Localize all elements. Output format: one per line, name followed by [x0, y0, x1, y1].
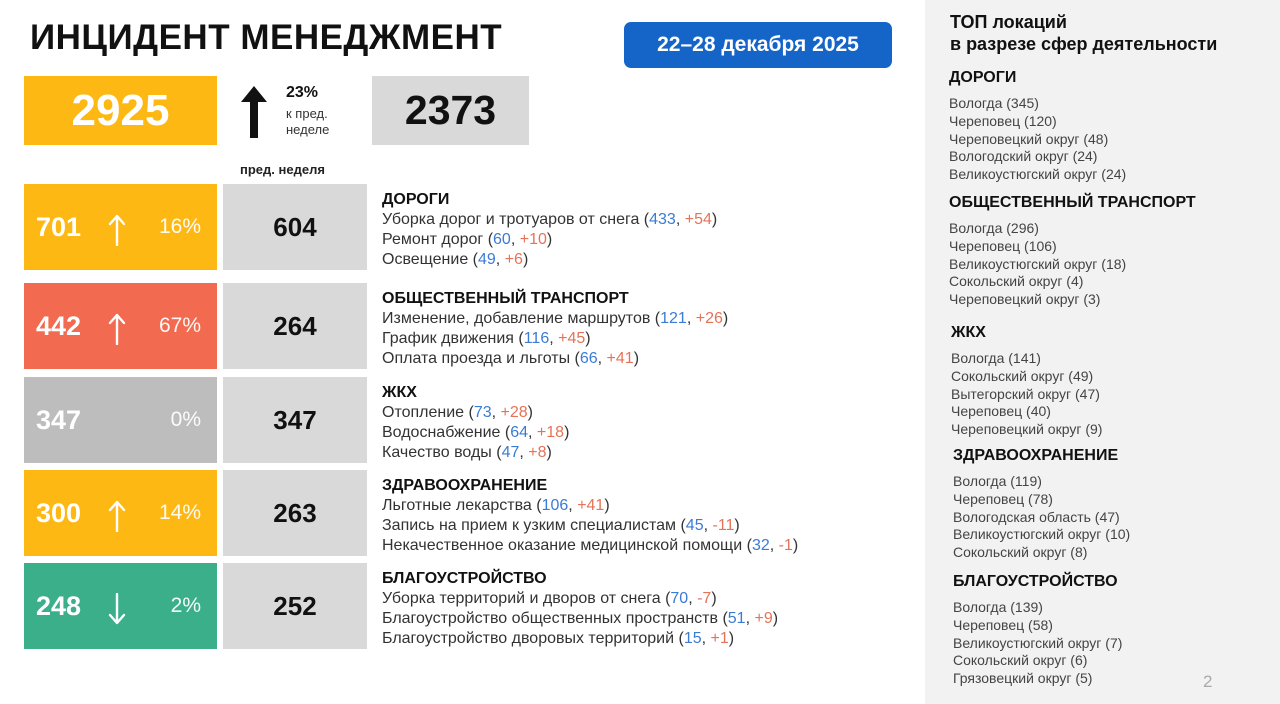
subitem-label: Некачественное оказание медицинской помощи: [382, 537, 743, 554]
subitem-delta: +6: [504, 251, 523, 268]
subitem-count: 45: [685, 517, 704, 534]
location-item: Вологодская область (47): [953, 508, 1120, 525]
subitem-count: 73: [473, 404, 492, 421]
category-count: 442: [36, 310, 82, 341]
subitem-label: Отопление: [382, 404, 465, 421]
subitem-delta: +26: [695, 310, 723, 327]
change-note: к пред. неделе: [286, 106, 330, 137]
category-prev-week-count: 252: [223, 563, 367, 649]
total-incidents-box: 2925: [24, 76, 217, 145]
category-subitem: Оплата проезда и льготы (66, +41): [382, 350, 640, 367]
category-count: 347: [36, 404, 82, 435]
category-count: 701: [36, 211, 82, 242]
subitem-count: 116: [523, 330, 550, 347]
category-prev-week-count: 264: [223, 283, 367, 369]
location-item: Череповецкий округ (3): [949, 291, 1101, 308]
page-number: 2: [1203, 672, 1213, 691]
location-item: Вологда (296): [949, 220, 1039, 236]
location-item: Сокольский округ (4): [949, 273, 1084, 290]
top-locations-title: [950, 11, 1217, 55]
top-locations-section: [953, 446, 1130, 562]
category-row: [24, 563, 924, 649]
location-item: Череповец (106): [949, 237, 1057, 254]
category-change-percent: 16%: [158, 215, 201, 238]
date-range-badge: 22–28 декабря 2025: [624, 22, 892, 68]
top-locations-section: [953, 572, 1122, 688]
section-heading: ОБЩЕСТВЕННЫЙ ТРАНСПОРТ: [949, 194, 1196, 211]
subitem-label: Благоустройство дворовых территорий: [382, 630, 675, 647]
location-item: Череповец (58): [953, 616, 1053, 633]
subitem-delta: +28: [500, 404, 528, 421]
category-name: ЗДРАВООХРАНЕНИЕ: [382, 477, 548, 494]
subitem-label: Освещение: [382, 251, 469, 268]
location-item: Вытегорский округ (47): [951, 385, 1100, 402]
location-item: Череповецкий округ (9): [951, 421, 1103, 438]
subitem-label: Водоснабжение: [382, 424, 501, 441]
category-name: БЛАГОУСТРОЙСТВО: [382, 570, 547, 587]
subitem-count: 47: [501, 444, 520, 461]
category-change-percent: 2%: [170, 594, 201, 617]
top-locations-title-line2: в разрезе сфер деятельности: [950, 34, 1218, 54]
subitem-delta: +41: [577, 497, 605, 514]
arrow-down-icon: [108, 593, 126, 625]
subitem-delta: +1: [710, 630, 729, 647]
category-subitem: Изменение, добавление маршрутов (121, +26): [382, 310, 729, 327]
category-row: [24, 283, 924, 369]
subitem-count: 15: [683, 630, 702, 647]
category-subitem: Качество воды (47, +8): [382, 444, 552, 461]
arrow-up-icon: [108, 214, 126, 246]
prev-week-label: пред. неделя: [240, 162, 325, 177]
category-prev-week-count: 604: [223, 184, 367, 270]
top-locations-panel: [925, 0, 1280, 704]
subitem-label: Уборка дорог и тротуаров от снега: [382, 211, 640, 228]
subitem-label: Ремонт дорог: [382, 231, 484, 248]
section-heading: ЖКХ: [951, 324, 986, 341]
subitem-delta: +8: [528, 444, 547, 461]
category-details: [382, 569, 778, 649]
section-heading: ДОРОГИ: [949, 69, 1017, 86]
category-subitem: Уборка территорий и дворов от снега (70, -7): [382, 590, 717, 607]
subitem-count: 51: [727, 610, 746, 627]
top-locations-section: [949, 68, 1126, 184]
subitem-count: 433: [649, 211, 676, 228]
subitem-count: 121: [660, 310, 687, 327]
prev-total-box: 2373: [372, 76, 529, 145]
location-item: Череповецкий округ (48): [949, 130, 1109, 147]
category-subitem: Водоснабжение (64, +18): [382, 424, 570, 441]
location-item: Вологда (139): [953, 599, 1043, 615]
subitem-count: 32: [751, 537, 770, 554]
category-name: ДОРОГИ: [382, 191, 450, 208]
subitem-label: Льготные лекарства: [382, 497, 532, 514]
subitem-label: Оплата проезда и льготы: [382, 350, 571, 367]
category-subitem: Уборка дорог и тротуаров от снега (433, +54): [382, 211, 718, 228]
category-details: [382, 289, 728, 369]
location-item: Череповец (120): [949, 112, 1057, 129]
category-subitem: Льготные лекарства (106, +41): [382, 497, 610, 514]
top-locations-title-line1: ТОП локаций: [950, 12, 1067, 32]
category-count-box: [24, 563, 217, 649]
category-subitem: Запись на прием к узким специалистам (45, -11): [382, 517, 740, 534]
subitem-label: Запись на прием к узким специалистам: [382, 517, 677, 534]
subitem-label: Уборка территорий и дворов от снега: [382, 590, 666, 607]
page-title: ИНЦИДЕНТ МЕНЕДЖМЕНТ: [30, 18, 503, 57]
location-item: Вологда (119): [953, 473, 1042, 489]
location-item: Вологодский округ (24): [949, 148, 1098, 165]
category-count: 248: [36, 590, 82, 621]
category-change-percent: 67%: [158, 314, 201, 337]
category-count-box: [24, 377, 217, 463]
subitem-count: 66: [579, 350, 598, 367]
subitem-count: 70: [670, 590, 689, 607]
location-item: Великоустюгский округ (18): [949, 255, 1127, 272]
category-count-box: [24, 470, 217, 556]
category-name: ЖКХ: [382, 384, 417, 401]
location-item: Череповец (40): [951, 403, 1051, 420]
category-change-percent: 14%: [158, 501, 201, 524]
location-item: Великоустюгский округ (24): [949, 166, 1127, 183]
category-name: ОБЩЕСТВЕННЫЙ ТРАНСПОРТ: [382, 290, 629, 307]
subitem-count: 64: [510, 424, 529, 441]
subitem-delta: -1: [778, 537, 793, 554]
subitem-label: График движения: [382, 330, 514, 347]
category-prev-week-count: 347: [223, 377, 367, 463]
location-item: Вологда (345): [949, 95, 1039, 111]
arrow-up-icon: [108, 313, 126, 345]
category-prev-week-count: 263: [223, 470, 367, 556]
category-change-percent: 0%: [170, 408, 201, 431]
category-subitem: Отопление (73, +28): [382, 404, 533, 421]
category-details: [382, 190, 717, 270]
subitem-delta: +9: [754, 610, 773, 627]
category-subitem: Освещение (49, +6): [382, 251, 529, 268]
category-subitem: Благоустройство общественных пространств (51, +9): [382, 610, 779, 627]
location-item: Великоустюгский округ (10): [953, 526, 1131, 543]
category-count-box: [24, 283, 217, 369]
category-subitem: Некачественное оказание медицинской помощи (32, -1): [382, 537, 799, 554]
subitem-delta: +41: [606, 350, 634, 367]
location-item: Грязовецкий округ (5): [953, 670, 1093, 687]
location-item: Великоустюгский округ (7): [953, 634, 1123, 651]
subitem-count: 60: [493, 231, 511, 248]
location-item: Череповец (78): [953, 490, 1053, 507]
category-count-box: [24, 184, 217, 270]
subitem-count: 49: [478, 251, 496, 268]
location-item: Сокольский округ (8): [953, 544, 1088, 561]
subitem-label: Благоустройство общественных пространств: [382, 610, 718, 627]
category-count: 300: [36, 497, 82, 528]
section-heading: ЗДРАВООХРАНЕНИЕ: [953, 447, 1119, 464]
category-subitem: Благоустройство дворовых территорий (15, +1): [382, 630, 735, 647]
category-row: [24, 470, 924, 556]
category-details: [382, 383, 569, 463]
subitem-label: Изменение, добавление маршрутов: [382, 310, 651, 327]
category-subitem: Ремонт дорог (60, +10): [382, 231, 553, 248]
location-item: Сокольский округ (6): [953, 652, 1088, 669]
subitem-label: Качество воды: [382, 444, 492, 461]
arrow-up-icon: [108, 500, 126, 532]
top-locations-section: [951, 323, 1102, 439]
location-item: Сокольский округ (49): [951, 367, 1094, 384]
category-details: [382, 476, 798, 556]
arrow-up-icon: [240, 86, 268, 138]
top-locations-section: [949, 193, 1196, 309]
subitem-delta: -11: [712, 517, 735, 534]
subitem-delta: +54: [684, 211, 712, 228]
subitem-delta: +18: [536, 424, 565, 441]
section-heading: БЛАГОУСТРОЙСТВО: [953, 573, 1118, 590]
category-row: [24, 184, 924, 270]
category-row: [24, 377, 924, 463]
category-subitem: График движения (116, +45): [382, 330, 591, 347]
subitem-delta: +10: [519, 231, 547, 248]
change-percent: 23%: [286, 84, 319, 101]
subitem-delta: -7: [697, 590, 712, 607]
subitem-count: 106: [541, 497, 569, 514]
location-item: Вологда (141): [951, 350, 1041, 366]
subitem-delta: +45: [558, 330, 586, 347]
